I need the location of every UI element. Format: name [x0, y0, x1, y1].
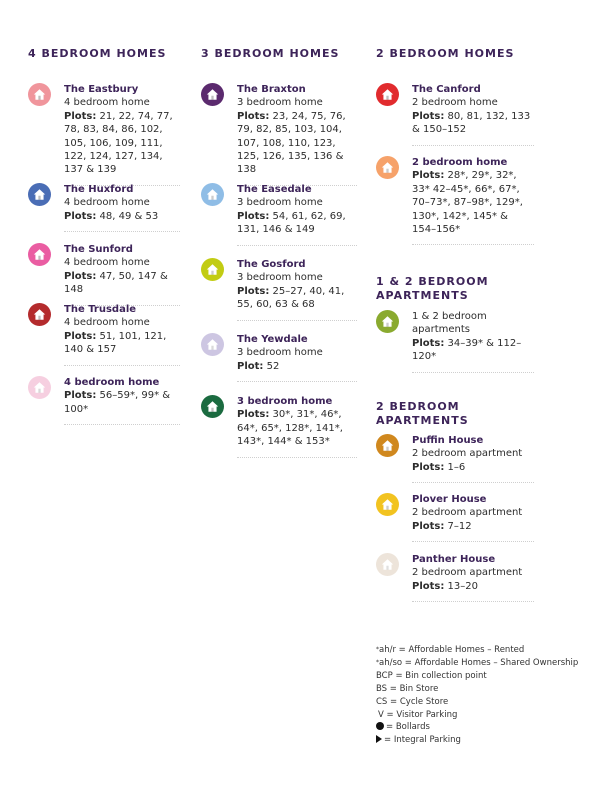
plots-label: Plots:	[412, 461, 445, 473]
plots-list: 28*, 29*, 32*, 33* 42–45*, 66*, 67*, 70–73*, 87–98*, 129*, 130*, 142*, 145* & 154–156*	[412, 170, 523, 236]
apartment-description: 2 bedroom apartment	[412, 567, 523, 579]
house-type-name: The Gosford	[237, 259, 306, 270]
plots-list: 56–59*, 99* & 100*	[64, 390, 171, 415]
house-type-description: 3 bedroom home	[237, 347, 323, 359]
plots-list: 51, 101, 121, 140 & 157	[64, 330, 167, 356]
apartment-name: Plover House	[412, 494, 487, 505]
map-key-legend	[376, 644, 596, 747]
two-bedroom-apartments-heading	[376, 400, 469, 428]
plots-label: Plots:	[64, 110, 97, 122]
house-icon	[28, 83, 51, 106]
integral-parking-triangle-icon	[376, 735, 382, 743]
apartment-puffin-house	[376, 434, 534, 483]
house-icon	[376, 553, 399, 576]
house-type-description: 4 bedroom home	[64, 97, 150, 109]
heading-line: APARTMENTS	[376, 289, 469, 302]
legend-item-integral-parking	[376, 734, 596, 747]
house-type-four-bed-affordable	[28, 376, 180, 425]
plots-label: Plots:	[412, 110, 445, 122]
house-type-description: 4 bedroom home	[64, 317, 150, 329]
house-type-huxford	[28, 183, 180, 232]
two-bedroom-heading: 2 BEDROOM HOMES	[376, 47, 515, 60]
house-icon	[376, 156, 399, 179]
legend-text: = Bollards	[386, 722, 430, 733]
one-two-bedroom-apartments-heading	[376, 275, 489, 303]
house-type-name: The Eastbury	[64, 84, 139, 95]
apartment-description: 1 & 2 bedroom apartments	[412, 311, 487, 336]
heading-line: 2 BEDROOM	[376, 400, 460, 413]
house-type-description: 3 bedroom home	[237, 197, 323, 209]
house-icon	[201, 183, 224, 206]
house-type-description: 4 bedroom home	[64, 257, 150, 269]
plots-list: 34–39* & 112–120*	[412, 337, 522, 363]
house-type-name: The Braxton	[237, 84, 306, 95]
apartment-panther-house	[376, 553, 534, 602]
plots-list: 25–27, 40, 41, 55, 60, 63 & 68	[237, 285, 345, 311]
legend-text: ah/so = Affordable Homes – Shared Ownership	[379, 657, 579, 668]
house-icon	[376, 83, 399, 106]
plots-list: 21, 22, 74, 77, 78, 83, 84, 86, 102, 105, 106, 109, 111, 122, 124, 127, 134, 137 & 139	[64, 110, 173, 176]
legend-asterisk: *	[376, 646, 379, 653]
house-type-eastbury	[28, 83, 180, 186]
legend-asterisk: *	[376, 658, 379, 666]
house-type-braxton	[201, 83, 357, 186]
plots-label: Plots:	[412, 520, 445, 532]
house-type-description: 2 bedroom home	[412, 97, 498, 109]
plots-label: Plots:	[237, 285, 270, 297]
legend-item-bin-collection: BCP = Bin collection point	[376, 670, 487, 681]
house-type-name: The Canford	[412, 84, 481, 95]
plots-list: 7–12	[444, 520, 472, 532]
three-bedroom-heading: 3 BEDROOM HOMES	[201, 47, 340, 60]
apartment-name: Puffin House	[412, 435, 484, 446]
four-bedroom-heading: 4 BEDROOM HOMES	[28, 47, 167, 60]
apartment-name: Panther House	[412, 554, 496, 565]
apartment-plover-house	[376, 493, 534, 542]
house-type-description: 3 bedroom home	[237, 272, 323, 284]
plots-list: 13–20	[444, 580, 478, 592]
legend-text: ah/r = Affordable Homes – Rented	[379, 645, 525, 655]
house-icon	[28, 303, 51, 326]
heading-line: 1 & 2 BEDROOM	[376, 275, 489, 288]
plots-list: 80, 81, 132, 133 & 150–152	[412, 110, 531, 136]
legend-item-affordable-shared	[376, 657, 596, 670]
heading-line: APARTMENTS	[376, 414, 469, 427]
plots-list: 1–6	[444, 461, 466, 473]
house-type-name: The Huxford	[64, 184, 134, 195]
bollard-dot-icon	[376, 722, 384, 730]
house-icon	[376, 310, 399, 333]
house-type-name: 2 bedroom home	[412, 157, 508, 168]
house-type-gosford	[201, 258, 357, 321]
plots-list: 30*, 31*, 46*, 64*, 65*, 128*, 141*, 143*, 144* & 153*	[237, 409, 343, 448]
legend-item-bin-store: BS = Bin Store	[376, 683, 439, 694]
plots-list: 48, 49 & 53	[96, 210, 159, 222]
house-icon	[28, 376, 51, 399]
legend-item-visitor-parking: V = Visitor Parking	[378, 709, 458, 720]
house-icon	[376, 493, 399, 516]
house-type-name: The Trusdale	[64, 304, 137, 315]
house-icon	[201, 395, 224, 418]
plots-list: 23, 24, 75, 76, 79, 82, 85, 103, 104, 107, 108, 110, 123, 125, 126, 135, 136 & 138	[237, 110, 346, 176]
house-icon	[201, 333, 224, 356]
plots-label: Plots:	[412, 337, 445, 349]
legend-text: = Integral Parking	[384, 735, 461, 746]
house-type-three-bed-affordable	[201, 395, 357, 458]
house-icon	[28, 243, 51, 266]
house-type-description: 3 bedroom home	[237, 97, 323, 109]
house-icon	[28, 183, 51, 206]
house-type-trusdale	[28, 303, 180, 366]
plots-label: Plots:	[237, 110, 270, 122]
house-type-name: The Easedale	[237, 184, 312, 195]
plots-label: Plots:	[64, 210, 97, 222]
legend-item-bollards	[376, 721, 596, 734]
house-type-name: 4 bedroom home	[64, 377, 160, 388]
house-type-sunford	[28, 243, 180, 306]
apartment-type-one-two-bed	[376, 310, 534, 373]
house-type-name: The Yewdale	[237, 334, 308, 345]
legend-item-affordable-rented	[376, 644, 596, 657]
house-icon	[201, 258, 224, 281]
apartment-description: 2 bedroom apartment	[412, 507, 523, 519]
house-type-two-bed-affordable	[376, 156, 534, 245]
house-type-easedale	[201, 183, 357, 246]
house-type-yewdale	[201, 333, 357, 382]
plots-label: Plots:	[237, 210, 270, 222]
house-icon	[201, 83, 224, 106]
house-icon	[376, 434, 399, 457]
plots-list: 54, 61, 62, 69, 131, 146 & 149	[237, 210, 346, 236]
house-type-name: The Sunford	[64, 244, 133, 255]
legend-item-cycle-store: CS = Cycle Store	[376, 696, 449, 707]
plots-label: Plots:	[412, 580, 445, 592]
plots-label: Plots:	[64, 390, 97, 402]
plots-label: Plots:	[64, 330, 97, 342]
house-type-description: 4 bedroom home	[64, 197, 150, 209]
house-type-name: 3 bedroom home	[237, 396, 333, 407]
plots-list: 52	[263, 360, 280, 372]
plots-label: Plots:	[237, 409, 270, 421]
plots-label: Plots:	[412, 170, 445, 182]
plots-list: 47, 50, 147 & 148	[64, 270, 168, 296]
house-type-canford	[376, 83, 534, 146]
plots-label: Plot:	[237, 360, 264, 372]
plots-label: Plots:	[64, 270, 97, 282]
apartment-description: 2 bedroom apartment	[412, 448, 523, 460]
